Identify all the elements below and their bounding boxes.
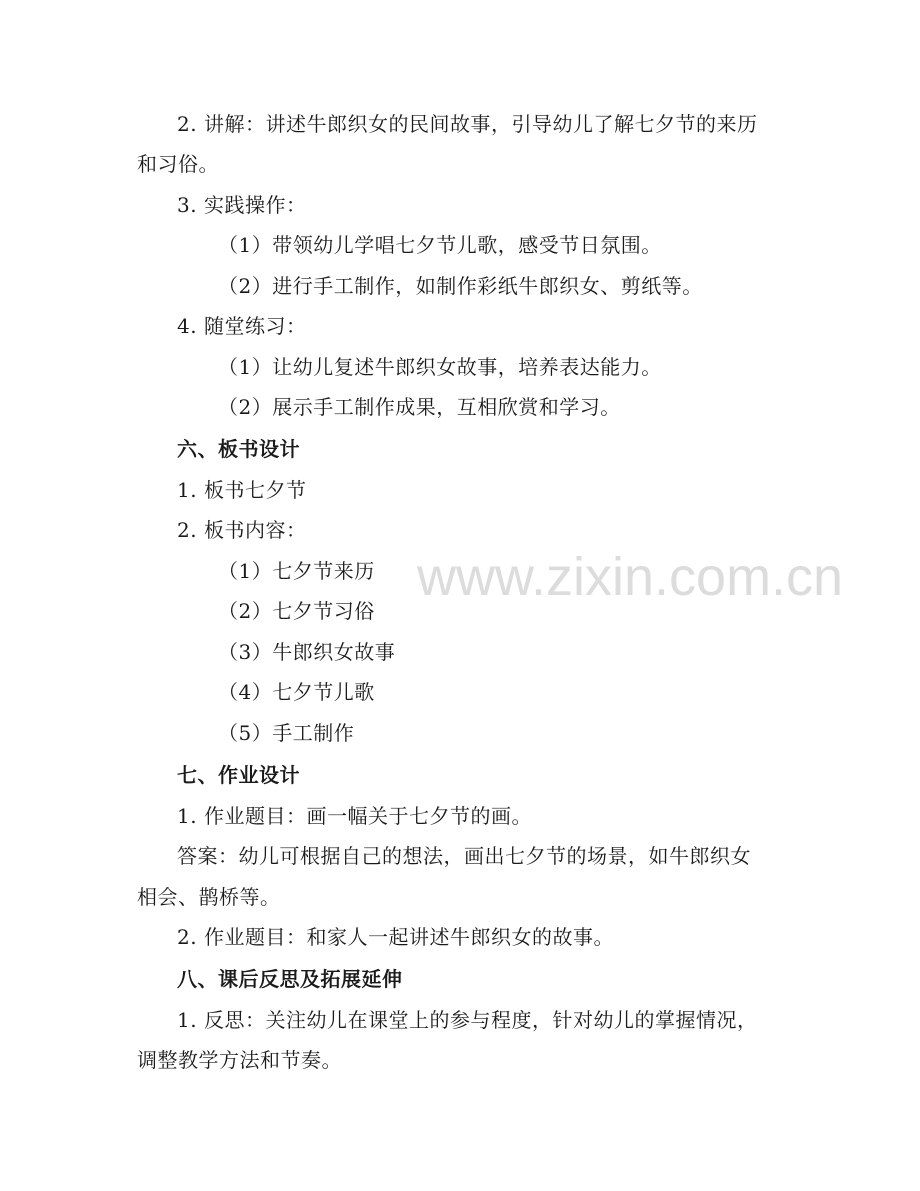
section-6-heading: 六、板书设计 (177, 437, 300, 461)
section-8-heading: 八、课后反思及拓展延伸 (177, 967, 403, 991)
step-4-exercise: 4. 随堂练习： (177, 314, 307, 338)
watermark-text: www.zixin.com.cn (417, 547, 844, 607)
exercise-item-2: （2）展示手工制作成果，互相欣赏和学习。 (218, 395, 621, 419)
homework-1-answer: 答案：幼儿可根据自己的想法，画出七夕节的场景，如牛郎织女 (177, 844, 751, 868)
practice-item-2: （2）进行手工制作，如制作彩纸牛郎织女、剪纸等。 (218, 274, 703, 298)
board-item-2: 2. 板书内容： (177, 518, 307, 542)
homework-1: 1. 作业题目：画一幅关于七夕节的画。 (177, 804, 532, 828)
step-2-explain: 2. 讲解：讲述牛郎织女的民间故事，引导幼儿了解七夕节的来历 (177, 112, 758, 136)
step-2-explain-cont: 和习俗。 (137, 152, 219, 176)
reflection-1-cont: 调整教学方法和节奏。 (137, 1048, 342, 1072)
board-content-5: （5）手工制作 (218, 721, 355, 745)
reflection-1: 1. 反思：关注幼儿在课堂上的参与程度，针对幼儿的掌握情况， (177, 1008, 758, 1032)
board-item-1: 1. 板书七夕节 (177, 478, 307, 502)
homework-2: 2. 作业题目：和家人一起讲述牛郎织女的故事。 (177, 925, 614, 949)
board-content-3: （3）牛郎织女故事 (218, 640, 396, 664)
exercise-item-1: （1）让幼儿复述牛郎织女故事，培养表达能力。 (218, 355, 662, 379)
board-content-1: （1）七夕节来历 (218, 559, 375, 583)
section-7-heading: 七、作业设计 (177, 763, 300, 787)
board-content-2: （2）七夕节习俗 (218, 599, 375, 623)
practice-item-1: （1）带领幼儿学唱七夕节儿歌，感受节日氛围。 (218, 233, 662, 257)
step-3-practice: 3. 实践操作： (177, 193, 307, 217)
homework-1-answer-cont: 相会、鹊桥等。 (137, 885, 281, 909)
board-content-4: （4）七夕节儿歌 (218, 680, 375, 704)
